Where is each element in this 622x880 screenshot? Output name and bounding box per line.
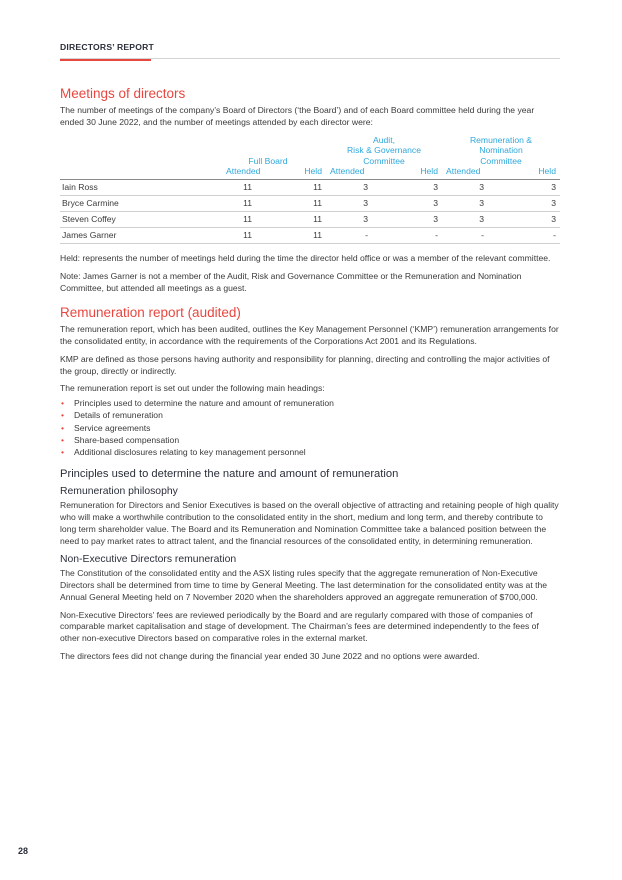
ned-heading: Non-Executive Directors remuneration [60, 553, 237, 565]
cell-value: - [500, 228, 560, 244]
page-content [60, 86, 560, 669]
principles-heading: Principles used to determine the nature and amount of remuneration [60, 468, 399, 481]
table-row [60, 196, 560, 212]
table-row [60, 228, 560, 244]
bullet-icon: • [61, 446, 65, 457]
table-subheader-row [60, 166, 560, 180]
meetings-heading: Meetings of directors [60, 86, 186, 101]
cell-value: 3 [326, 180, 384, 196]
page-number: 28 [18, 846, 29, 856]
philosophy-heading: Remuneration philosophy [60, 485, 178, 497]
table-row [60, 180, 560, 196]
cell-value: 11 [210, 212, 268, 228]
meetings-table [60, 135, 560, 244]
held-definition: Held: represents the number of meetings held during the time the director held office or was a member of the relevant committee. [60, 253, 551, 264]
cell-value: 3 [442, 196, 500, 212]
bullet-icon: • [61, 422, 65, 433]
cell-value: 3 [500, 212, 560, 228]
director-name: Iain Ross [60, 180, 210, 196]
subheader-attended: Attended [326, 166, 384, 180]
list-item: • Additional disclosures relating to key management personnel [61, 446, 306, 457]
table-group-header-row [60, 135, 560, 166]
cell-value: 3 [384, 180, 442, 196]
table-header-blank [60, 135, 210, 166]
cell-value: 11 [268, 180, 326, 196]
cell-value: 11 [268, 196, 326, 212]
cell-value: 3 [326, 196, 384, 212]
subheader-attended: Attended [442, 166, 500, 180]
cell-value: - [384, 228, 442, 244]
cell-value: 11 [210, 180, 268, 196]
bullet-icon: • [61, 398, 65, 409]
group-header-full-board: Full Board [248, 155, 288, 166]
cell-value: 11 [210, 196, 268, 212]
kmp-definition: KMP are defined as those persons having authority and responsibility for planning, directing and controlling the major activities of the group, directly or indirectly. [60, 353, 550, 376]
section-title: DIRECTORS’ REPORT [60, 42, 154, 52]
header-divider [60, 58, 560, 59]
philosophy-text: Remuneration for Directors and Senior Executives is based on the overall objective of attracting and retaining people of high quality who will make a worthwhile contribution to the consolidated entity in the short, medium and long term, and thereby contribute to long term shareholder value. The Board and its Remuneration and Nomination Committee take a balanced position between the need to pay market rates to attract talent, and the financial resources of the consolidated entity, in determining remuneration. [60, 500, 559, 546]
group-header-remuneration: Remuneration & Nomination Committee [469, 134, 533, 166]
meetings-intro: The number of meetings of the company’s Board of Directors (‘the Board’) and of each Board committee held during the year ended 30 June 2022, and the number of meetings attended by each director were: [60, 105, 535, 128]
subheader-held: Held [384, 166, 442, 180]
cell-value: 11 [268, 212, 326, 228]
cell-value: - [442, 228, 500, 244]
subheader-held: Held [500, 166, 560, 180]
guest-note: Note: James Garner is not a member of the Audit, Risk and Governance Committee or the Remuneration and Nomination Committee, but attended all meetings as a guest. [60, 271, 522, 293]
cell-value: 3 [500, 196, 560, 212]
cell-value: 3 [384, 196, 442, 212]
cell-value: 3 [326, 212, 384, 228]
cell-value: 3 [500, 180, 560, 196]
cell-value: - [326, 228, 384, 244]
list-item: • Service agreements [61, 422, 151, 433]
bullet-icon: • [61, 434, 65, 445]
subheader-attended: Attended [210, 166, 268, 180]
ned-fees-unchanged-text: The directors fees did not change during the financial year ended 30 June 2022 and no options were awarded. [60, 651, 480, 662]
remuneration-intro: The remuneration report, which has been audited, outlines the Key Management Personnel (‘KMP’) remuneration arrangements for the consolidated entity, in accordance with the requirements of the Corporations Act 2001 and its Regulations. [60, 323, 559, 346]
list-item: • Details of remuneration [61, 410, 163, 421]
cell-value: 11 [210, 228, 268, 244]
headings-list [60, 398, 560, 459]
headings-intro: The remuneration report is set out under the following main headings: [60, 383, 325, 394]
bullet-icon: • [61, 410, 65, 421]
list-item: • Principles used to determine the nature and amount of remuneration [61, 398, 334, 409]
remuneration-heading: Remuneration report (audited) [60, 304, 241, 320]
cell-value: 11 [268, 228, 326, 244]
table-row [60, 212, 560, 228]
ned-fees-text: Non-Executive Directors’ fees are reviewed periodically by the Board and are regularly compared with those of companies of comparable market capitalisation and stage of development. The Chairman’s fees are determined independently to the fees of other non-executive Directors based on comparative roles in the external market. [60, 609, 539, 644]
director-name: James Garner [60, 228, 210, 244]
cell-value: 3 [442, 180, 500, 196]
ned-constitution-text: The Constitution of the consolidated entity and the ASX listing rules specify that the aggregate remuneration of Non-Executive Directors shall be determined from time to time by General Meeting. The last determination for the consolidated entity was at the Annual General Meeting held on 7 November 2020 when the shareholders approved an aggregate remuneration of $700,000. [60, 568, 548, 602]
list-item: • Share-based compensation [61, 434, 180, 445]
director-name: Steven Coffey [60, 212, 210, 228]
subheader-held: Held [268, 166, 326, 180]
cell-value: 3 [384, 212, 442, 228]
cell-value: 3 [442, 212, 500, 228]
director-name: Bryce Carmine [60, 196, 210, 212]
group-header-audit: Audit, Risk & Governance Committee [346, 134, 422, 166]
subheader-blank [60, 166, 210, 180]
